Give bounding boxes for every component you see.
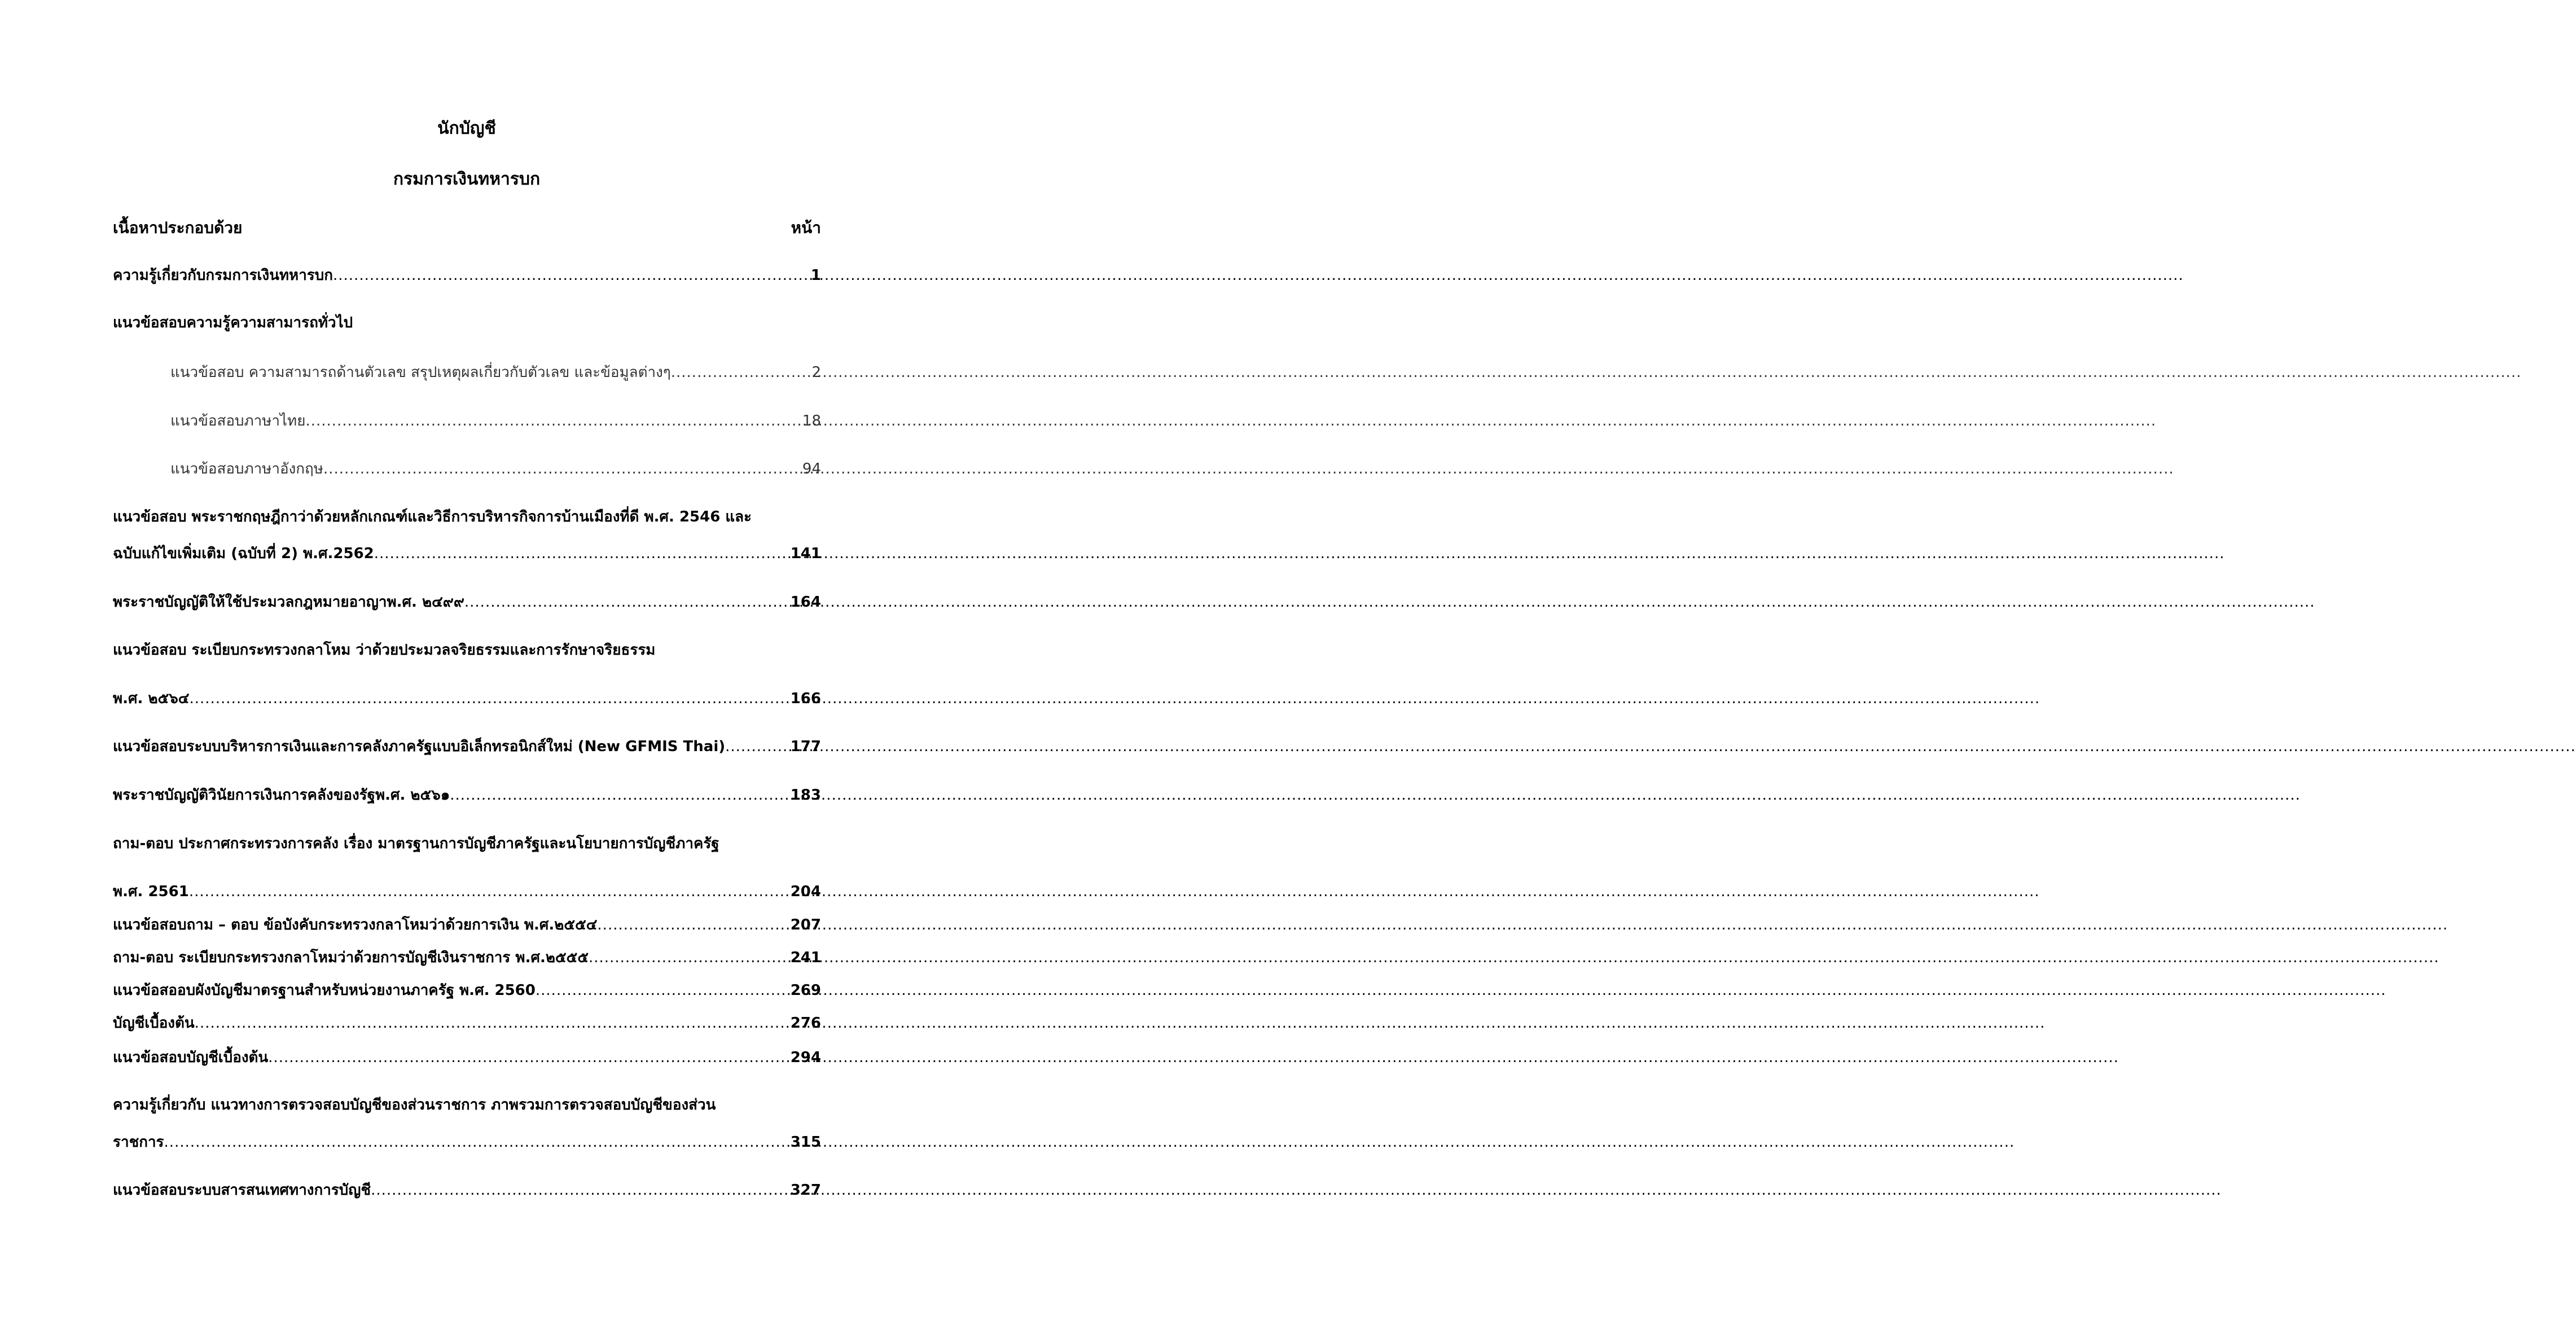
toc-entry-page: 177: [790, 738, 821, 755]
toc-entry-text: ฉบับแก้ไขเพิ่มเติม (ฉบับที่ 2) พ.ศ.2562: [113, 545, 374, 562]
toc-entry: [113, 880, 821, 903]
toc-entry-text: แนวข้อสอบภาษาไทย: [170, 413, 306, 429]
toc-header: [113, 217, 821, 239]
toc-leader: [333, 264, 811, 287]
toc-entry-page: 1: [810, 267, 821, 284]
toc-entry-page: 141: [790, 545, 821, 562]
toc-leader: [268, 1046, 791, 1069]
toc-entry-text: แนวข้อสอบระบบบริหารการเงินและการคลังภาครัฐแบบอิเล็กทรอนิกส์ใหม่ (New GFMIS Thai): [113, 738, 726, 755]
toc-entry: [113, 542, 821, 565]
toc-entry-text: พ.ศ. 2561: [113, 883, 189, 900]
toc-entry-page: 276: [790, 1015, 821, 1032]
toc-subentry: [170, 458, 821, 480]
toc-entry-text: แนวข้อสอบระบบสารสนเทศทางการบัญชี: [113, 1182, 371, 1199]
toc-entry-page: 327: [790, 1182, 821, 1199]
toc-leader: [671, 361, 812, 384]
toc-leader: [323, 458, 802, 480]
toc-entry-line: ถาม-ตอบ ประกาศกระทรวงการคลัง เรื่อง มาตรฐานการบัญชีภาครัฐและนโยบายการบัญชีภาครัฐ: [113, 835, 719, 852]
toc-leader: [597, 914, 790, 936]
toc-entry-page: 204: [790, 883, 821, 900]
page-label: หน้า: [791, 218, 821, 237]
toc-entry-page: 207: [790, 916, 821, 933]
toc-entry-page: 18: [802, 413, 821, 429]
toc-leader: [189, 880, 791, 903]
toc-entry: [113, 946, 821, 969]
toc-entry-page: 183: [790, 787, 821, 804]
document-subtitle: กรมการเงินทหารบก: [393, 169, 541, 189]
document-title: นักบัญชี: [437, 119, 496, 138]
toc-entry-page: 2: [811, 364, 821, 381]
toc-leader: [450, 784, 790, 806]
toc-leader: [374, 542, 791, 565]
contents-label: เนื้อหาประกอบด้วย: [113, 218, 243, 237]
toc-entry: [113, 979, 821, 1002]
toc-entry-page: 294: [790, 1049, 821, 1066]
toc-entry-text: แนวข้อสอบ ความสามารถด้านตัวเลข สรุปเหตุผลเกี่ยวกับตัวเลข และข้อมูลต่างๆ: [170, 364, 671, 381]
toc-entry: [113, 687, 821, 710]
toc-leader: [589, 946, 791, 969]
toc-entry: [113, 591, 821, 613]
toc-entry-line: แนวข้อสอบ พระราชกฤษฎีกาว่าด้วยหลักเกณฑ์และวิธีการบริหารกิจการบ้านเมืองที่ดี พ.ศ. 2546 และ: [113, 508, 752, 525]
toc-entry-page: 164: [790, 594, 821, 611]
toc-entry-page: 269: [790, 982, 821, 999]
toc-entry-page: 241: [790, 949, 821, 966]
toc-entry-text: ถาม-ตอบ ระเบียบกระทรวงกลาโหมว่าด้วยการบัญชีเงินราชการ พ.ศ.๒๕๕๕: [113, 949, 589, 966]
toc-entry-line: ความรู้เกี่ยวกับ แนวทางการตรวจสอบบัญชีของส่วนราชการ ภาพรวมการตรวจสอบบัญชีของส่วน: [113, 1097, 716, 1113]
toc-entry-text: แนวข้อสอบบัญชีเบื้องต้น: [113, 1049, 269, 1066]
toc-entry-text: ความรู้เกี่ยวกับกรมการเงินทหารบก: [113, 267, 333, 284]
toc-entry-page: 315: [790, 1134, 821, 1151]
toc-leader: [725, 735, 791, 758]
toc-entry: [113, 1131, 821, 1154]
toc-entry-text: แนวข้อสออบผังบัญชีมาตรฐานสำหรับหน่วยงานภาครัฐ พ.ศ. 2560: [113, 982, 536, 999]
toc-entry: [113, 1179, 821, 1201]
toc-leader: [305, 410, 802, 432]
toc-entry-text: บัญชีเบื้องต้น: [113, 1015, 195, 1032]
toc-entry-text: ราชการ: [113, 1134, 164, 1151]
toc-entry: [113, 1046, 821, 1069]
toc-leader: [536, 979, 791, 1002]
toc-entry-text: พ.ศ. ๒๕๖๔: [113, 690, 190, 707]
toc-leader: [464, 591, 791, 613]
toc-entry-page: 166: [790, 690, 821, 707]
toc-entry-text: แนวข้อสอบถาม – ตอบ ข้อบังคับกระทรวงกลาโหมว่าด้วยการเงิน พ.ศ.๒๕๕๔: [113, 916, 598, 933]
toc-entry: [113, 914, 821, 936]
toc-entry: [113, 784, 821, 806]
toc-entry: [113, 264, 821, 287]
toc-entry-text: แนวข้อสอบภาษาอังกฤษ: [170, 461, 323, 477]
toc-section-heading: แนวข้อสอบความรู้ความสามารถทั่วไป: [113, 314, 353, 331]
toc-entry: [113, 735, 821, 758]
toc-leader: [371, 1179, 791, 1201]
toc-entry-text: พระราชบัญญัติวินัยการเงินการคลังของรัฐพ.ศ. ๒๕๖๑: [113, 787, 450, 804]
toc-subentry: [170, 361, 821, 384]
toc-entry: [113, 1012, 821, 1034]
toc-entry-line: แนวข้อสอบ ระเบียบกระทรวงกลาโหม ว่าด้วยประมวลจริยธรรมและการรักษาจริยธรรม: [113, 642, 656, 659]
toc-leader: [195, 1012, 791, 1034]
toc-subentry: [170, 410, 821, 432]
toc-leader: [189, 687, 790, 710]
toc-leader: [164, 1131, 791, 1154]
toc-entry-text: พระราชบัญญัติให้ใช้ประมวลกฎหมายอาญาพ.ศ. ๒๔๙๙: [113, 594, 464, 611]
toc-entry-page: 94: [802, 461, 821, 477]
